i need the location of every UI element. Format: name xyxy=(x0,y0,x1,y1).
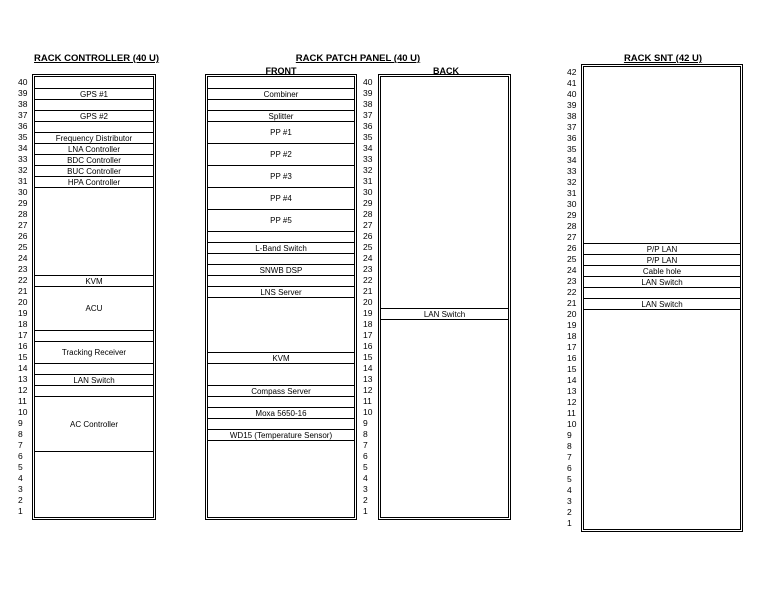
controller-unit-number: 23 xyxy=(18,264,28,274)
snt-unit-number: 9 xyxy=(567,430,572,440)
snt-unit-number: 28 xyxy=(567,221,577,231)
snt-unit-number: 38 xyxy=(567,111,577,121)
controller-unit-number: 7 xyxy=(18,440,23,450)
controller-unit-number: 20 xyxy=(18,297,28,307)
snt-unit-number: 33 xyxy=(567,166,577,176)
patch_front-unit-number: 2 xyxy=(363,495,368,505)
controller-unit-number: 19 xyxy=(18,308,28,318)
patch_front-unit-number: 25 xyxy=(363,242,373,252)
snt-unit-number: 35 xyxy=(567,144,577,154)
snt-unit-number: 3 xyxy=(567,496,572,506)
patch_front-unit-number: 19 xyxy=(363,308,373,318)
patch_front-device: PP #2 xyxy=(208,143,354,166)
patch_front-unit-number: 31 xyxy=(363,176,373,186)
patch_front-device: PP #5 xyxy=(208,209,354,232)
patch_front-unit-number: 40 xyxy=(363,77,373,87)
patch_front-unit-number: 15 xyxy=(363,352,373,362)
patch_front-unit-number: 33 xyxy=(363,154,373,164)
controller-unit-number: 21 xyxy=(18,286,28,296)
patch_front-unit-number: 36 xyxy=(363,121,373,131)
controller-unit-number: 9 xyxy=(18,418,23,428)
patch_front-unit-number: 4 xyxy=(363,473,368,483)
controller-unit-number: 13 xyxy=(18,374,28,384)
snt-device: P/P LAN xyxy=(584,243,740,255)
controller-device: AC Controller xyxy=(35,396,153,452)
controller-unit-number: 10 xyxy=(18,407,28,417)
patch_front-device: SNWB DSP xyxy=(208,264,354,276)
snt-unit-number: 31 xyxy=(567,188,577,198)
controller-unit-number: 28 xyxy=(18,209,28,219)
patch_front-unit-number: 35 xyxy=(363,132,373,142)
patch_front-unit-number: 20 xyxy=(363,297,373,307)
controller-unit-number: 30 xyxy=(18,187,28,197)
snt-unit-number: 24 xyxy=(567,265,577,275)
patch-front-label: FRONT xyxy=(265,66,297,76)
snt-unit-number: 21 xyxy=(567,298,577,308)
controller-unit-number: 6 xyxy=(18,451,23,461)
patch_back-device: LAN Switch xyxy=(381,308,508,320)
controller-unit-number: 36 xyxy=(18,121,28,131)
patch_front-unit-number: 5 xyxy=(363,462,368,472)
patch_front-unit-number: 27 xyxy=(363,220,373,230)
patch_front-unit-number: 9 xyxy=(363,418,368,428)
snt-unit-number: 27 xyxy=(567,232,577,242)
patch_front-unit-number: 28 xyxy=(363,209,373,219)
patch_front-unit-number: 30 xyxy=(363,187,373,197)
patch_front-unit-number: 38 xyxy=(363,99,373,109)
patch_front-device: LNS Server xyxy=(208,286,354,298)
controller-unit-number: 37 xyxy=(18,110,28,120)
patch_front-unit-number: 18 xyxy=(363,319,373,329)
snt-unit-number: 22 xyxy=(567,287,577,297)
snt-unit-number: 1 xyxy=(567,518,572,528)
snt-unit-number: 32 xyxy=(567,177,577,187)
controller-unit-number: 8 xyxy=(18,429,23,439)
patch_front-unit-number: 14 xyxy=(363,363,373,373)
controller-device: LNA Controller xyxy=(35,143,153,155)
controller-unit-number: 31 xyxy=(18,176,28,186)
controller-device: GPS #1 xyxy=(35,88,153,100)
patch_front-unit-number: 12 xyxy=(363,385,373,395)
snt-unit-number: 41 xyxy=(567,78,577,88)
patch_front-unit-number: 3 xyxy=(363,484,368,494)
snt-unit-number: 10 xyxy=(567,419,577,429)
snt-unit-number: 13 xyxy=(567,386,577,396)
controller-unit-number: 29 xyxy=(18,198,28,208)
patch_front-device: L-Band Switch xyxy=(208,242,354,254)
patch_front-device: Moxa 5650-16 xyxy=(208,407,354,419)
controller-unit-number: 4 xyxy=(18,473,23,483)
patch_front-unit-number: 23 xyxy=(363,264,373,274)
patch_front-unit-number: 39 xyxy=(363,88,373,98)
patch_front-unit-number: 11 xyxy=(363,396,372,406)
patch_front-device: KVM xyxy=(208,352,354,364)
snt-unit-number: 16 xyxy=(567,353,577,363)
rack-snt-title: RACK SNT (42 U) xyxy=(623,53,703,64)
snt-unit-number: 29 xyxy=(567,210,577,220)
patch_front-unit-number: 34 xyxy=(363,143,373,153)
snt-unit-number: 6 xyxy=(567,463,572,473)
snt-unit-number: 25 xyxy=(567,254,577,264)
controller-unit-number: 5 xyxy=(18,462,23,472)
snt-device: Cable hole xyxy=(584,265,740,277)
patch_front-unit-number: 24 xyxy=(363,253,373,263)
patch_front-unit-number: 16 xyxy=(363,341,373,351)
snt-device: LAN Switch xyxy=(584,276,740,288)
snt-unit-number: 37 xyxy=(567,122,577,132)
controller-unit-number: 17 xyxy=(18,330,28,340)
rack-patch-panel-title: RACK PATCH PANEL (40 U) xyxy=(295,53,421,64)
patch_front-unit-number: 22 xyxy=(363,275,373,285)
snt-device: P/P LAN xyxy=(584,254,740,266)
controller-unit-number: 33 xyxy=(18,154,28,164)
controller-unit-number: 24 xyxy=(18,253,28,263)
snt-unit-number: 20 xyxy=(567,309,577,319)
patch_front-unit-number: 17 xyxy=(363,330,373,340)
controller-device: GPS #2 xyxy=(35,110,153,122)
snt-unit-number: 11 xyxy=(567,408,576,418)
patch_front-device: Splitter xyxy=(208,110,354,122)
snt-device: LAN Switch xyxy=(584,298,740,310)
patch_front-unit-number: 13 xyxy=(363,374,373,384)
snt-unit-number: 19 xyxy=(567,320,577,330)
controller-device: KVM xyxy=(35,275,153,287)
controller-unit-number: 26 xyxy=(18,231,28,241)
snt-unit-number: 42 xyxy=(567,67,577,77)
controller-unit-number: 12 xyxy=(18,385,28,395)
controller-unit-number: 39 xyxy=(18,88,28,98)
controller-unit-number: 14 xyxy=(18,363,28,373)
patch_back-rack-inner xyxy=(380,76,509,518)
snt-unit-number: 30 xyxy=(567,199,577,209)
patch_front-unit-number: 6 xyxy=(363,451,368,461)
patch_front-device: WD15 (Temperature Sensor) xyxy=(208,429,354,441)
patch-back-label: BACK xyxy=(433,66,459,76)
patch_front-device: Compass Server xyxy=(208,385,354,397)
snt-unit-number: 14 xyxy=(567,375,577,385)
controller-device: Tracking Receiver xyxy=(35,341,153,364)
patch_front-unit-number: 32 xyxy=(363,165,373,175)
patch_front-device: PP #1 xyxy=(208,121,354,144)
controller-device: LAN Switch xyxy=(35,374,153,386)
patch_front-unit-number: 37 xyxy=(363,110,373,120)
patch_front-device: PP #3 xyxy=(208,165,354,188)
snt-unit-number: 12 xyxy=(567,397,577,407)
controller-unit-number: 3 xyxy=(18,484,23,494)
controller-device: HPA Controller xyxy=(35,176,153,188)
snt-unit-number: 15 xyxy=(567,364,577,374)
controller-unit-number: 34 xyxy=(18,143,28,153)
snt-unit-number: 4 xyxy=(567,485,572,495)
patch_front-unit-number: 7 xyxy=(363,440,368,450)
controller-device: Frequency Distributor xyxy=(35,132,153,144)
snt-unit-number: 18 xyxy=(567,331,577,341)
snt-unit-number: 7 xyxy=(567,452,572,462)
snt-unit-number: 23 xyxy=(567,276,577,286)
controller-device: BDC Controller xyxy=(35,154,153,166)
controller-unit-number: 38 xyxy=(18,99,28,109)
patch_front-unit-number: 21 xyxy=(363,286,373,296)
snt-unit-number: 34 xyxy=(567,155,577,165)
snt-unit-number: 2 xyxy=(567,507,572,517)
snt-unit-number: 39 xyxy=(567,100,577,110)
patch_front-unit-number: 26 xyxy=(363,231,373,241)
controller-unit-number: 40 xyxy=(18,77,28,87)
patch_front-unit-number: 8 xyxy=(363,429,368,439)
patch_front-unit-number: 1 xyxy=(363,506,368,516)
controller-unit-number: 11 xyxy=(18,396,27,406)
controller-unit-number: 22 xyxy=(18,275,28,285)
rack-controller-title: RACK CONTROLLER (40 U) xyxy=(34,53,160,64)
snt-unit-number: 17 xyxy=(567,342,577,352)
patch_front-unit-number: 29 xyxy=(363,198,373,208)
controller-unit-number: 18 xyxy=(18,319,28,329)
snt-unit-number: 26 xyxy=(567,243,577,253)
controller-unit-number: 27 xyxy=(18,220,28,230)
controller-unit-number: 15 xyxy=(18,352,28,362)
controller-unit-number: 25 xyxy=(18,242,28,252)
snt-unit-number: 5 xyxy=(567,474,572,484)
controller-unit-number: 2 xyxy=(18,495,23,505)
controller-device: BUC Controller xyxy=(35,165,153,177)
controller-unit-number: 35 xyxy=(18,132,28,142)
controller-unit-number: 32 xyxy=(18,165,28,175)
snt-unit-number: 8 xyxy=(567,441,572,451)
snt-unit-number: 36 xyxy=(567,133,577,143)
snt-unit-number: 40 xyxy=(567,89,577,99)
patch_front-device: PP #4 xyxy=(208,187,354,210)
patch_front-device: Combiner xyxy=(208,88,354,100)
controller-unit-number: 1 xyxy=(18,506,23,516)
patch_front-unit-number: 10 xyxy=(363,407,373,417)
controller-device: ACU xyxy=(35,286,153,331)
controller-unit-number: 16 xyxy=(18,341,28,351)
